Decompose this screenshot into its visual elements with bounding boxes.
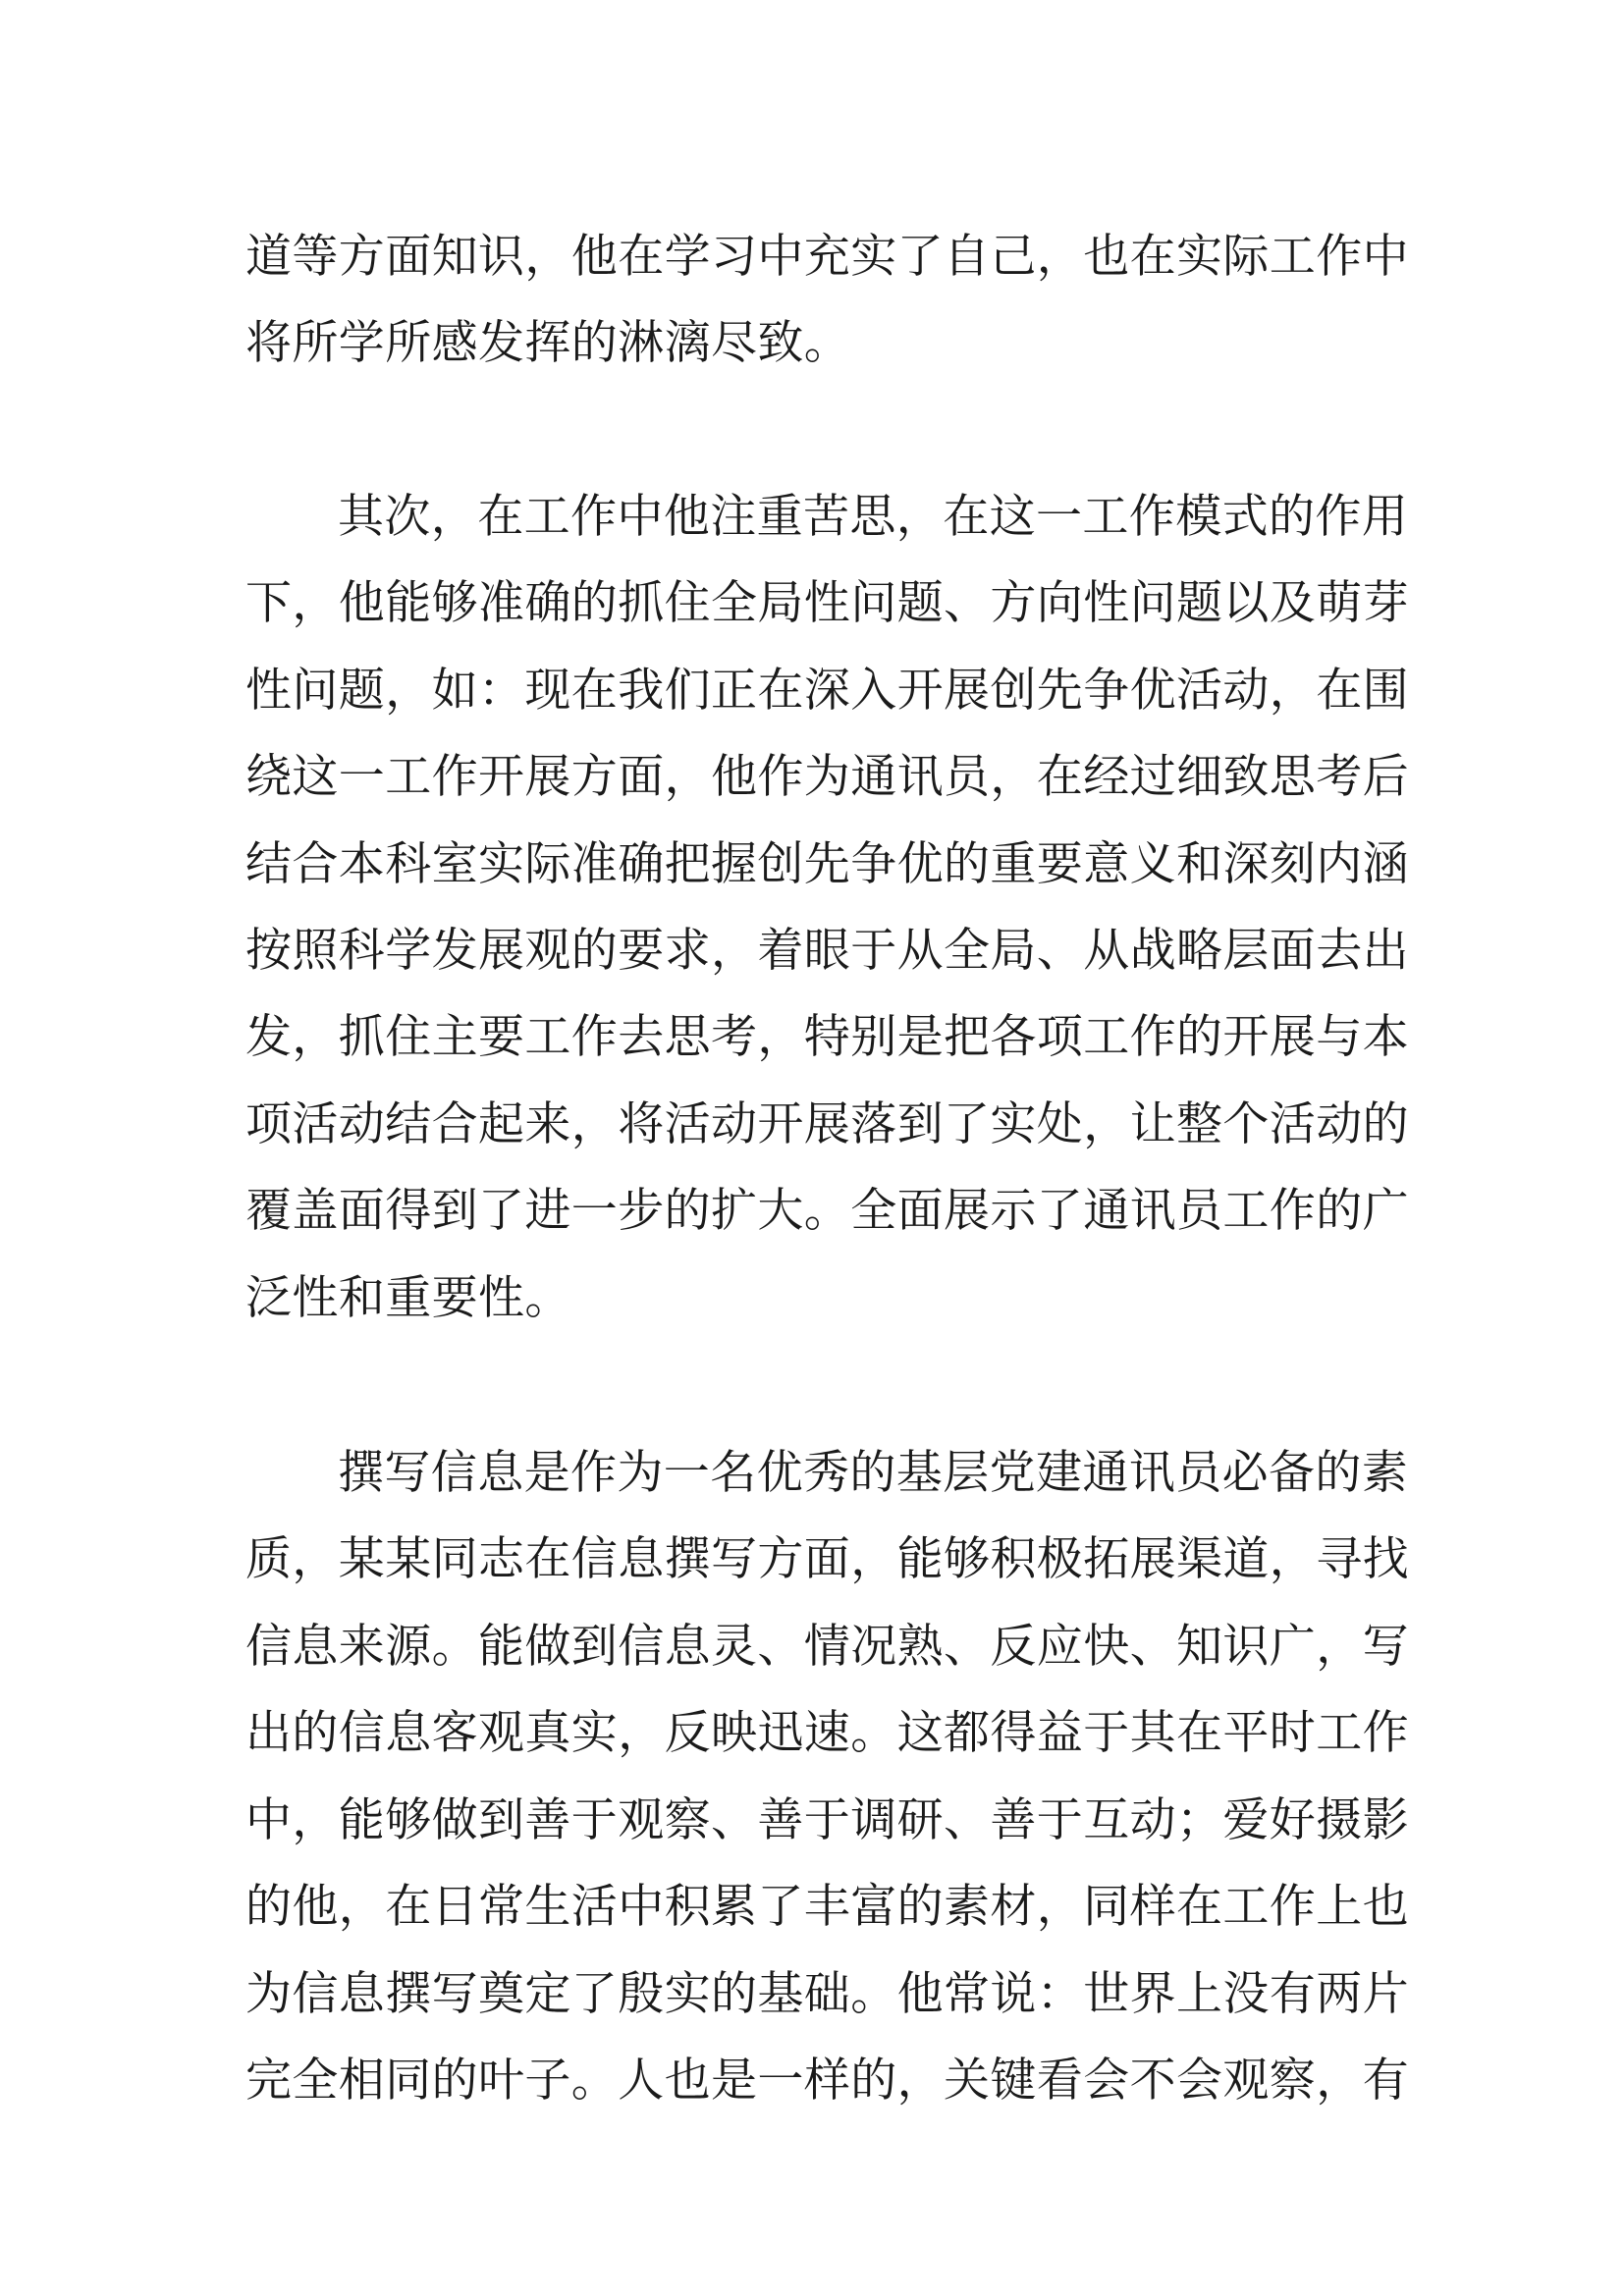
text-line: 绕这一工作开展方面，他作为通讯员，在经过细致思考后 bbox=[245, 750, 1409, 804]
text-line: 质，某某同志在信息撰写方面，能够积极拓展渠道，寻找 bbox=[245, 1532, 1409, 1586]
text-line: 完全相同的叶子。人也是一样的，关键看会不会观察，有 bbox=[245, 2054, 1409, 2108]
text-line: 出的信息客观真实，反映迅速。这都得益于其在平时工作 bbox=[245, 1706, 1409, 1760]
text-line: 的他，在日常生活中积累了丰富的素材，同样在工作上也 bbox=[245, 1880, 1409, 1934]
text-line: 其次，在工作中他注重苦思，在这一工作模式的作用 bbox=[338, 490, 1409, 544]
text-line: 项活动结合起来，将活动开展落到了实处，让整个活动的 bbox=[245, 1097, 1409, 1151]
text-line: 道等方面知识，他在学习中充实了自己，也在实际工作中 bbox=[245, 230, 1409, 284]
text-line: 结合本科室实际准确把握创先争优的重要意义和深刻内涵 bbox=[245, 837, 1409, 891]
text-line: 泛性和重要性。 bbox=[245, 1271, 571, 1325]
text-line: 按照科学发展观的要求，着眼于从全局、从战略层面去出 bbox=[245, 924, 1409, 978]
text-line: 撰写信息是作为一名优秀的基层党建通讯员必备的素 bbox=[338, 1446, 1409, 1500]
text-line: 为信息撰写奠定了殷实的基础。他常说：世界上没有两片 bbox=[245, 1967, 1409, 2021]
text-line: 性问题，如：现在我们正在深入开展创先争优活动，在围 bbox=[245, 664, 1409, 718]
text-line: 中，能够做到善于观察、善于调研、善于互动；爱好摄影 bbox=[245, 1793, 1409, 1847]
text-line: 信息来源。能做到信息灵、情况熟、反应快、知识广，写 bbox=[245, 1620, 1409, 1674]
text-line: 发，抓住主要工作去思考，特别是把各项工作的开展与本 bbox=[245, 1010, 1409, 1064]
text-line: 下，他能够准确的抓住全局性问题、方向性问题以及萌芽 bbox=[245, 576, 1409, 630]
text-line: 将所学所感发挥的淋漓尽致。 bbox=[245, 316, 851, 370]
text-line: 覆盖面得到了进一步的扩大。全面展示了通讯员工作的广 bbox=[245, 1184, 1409, 1238]
